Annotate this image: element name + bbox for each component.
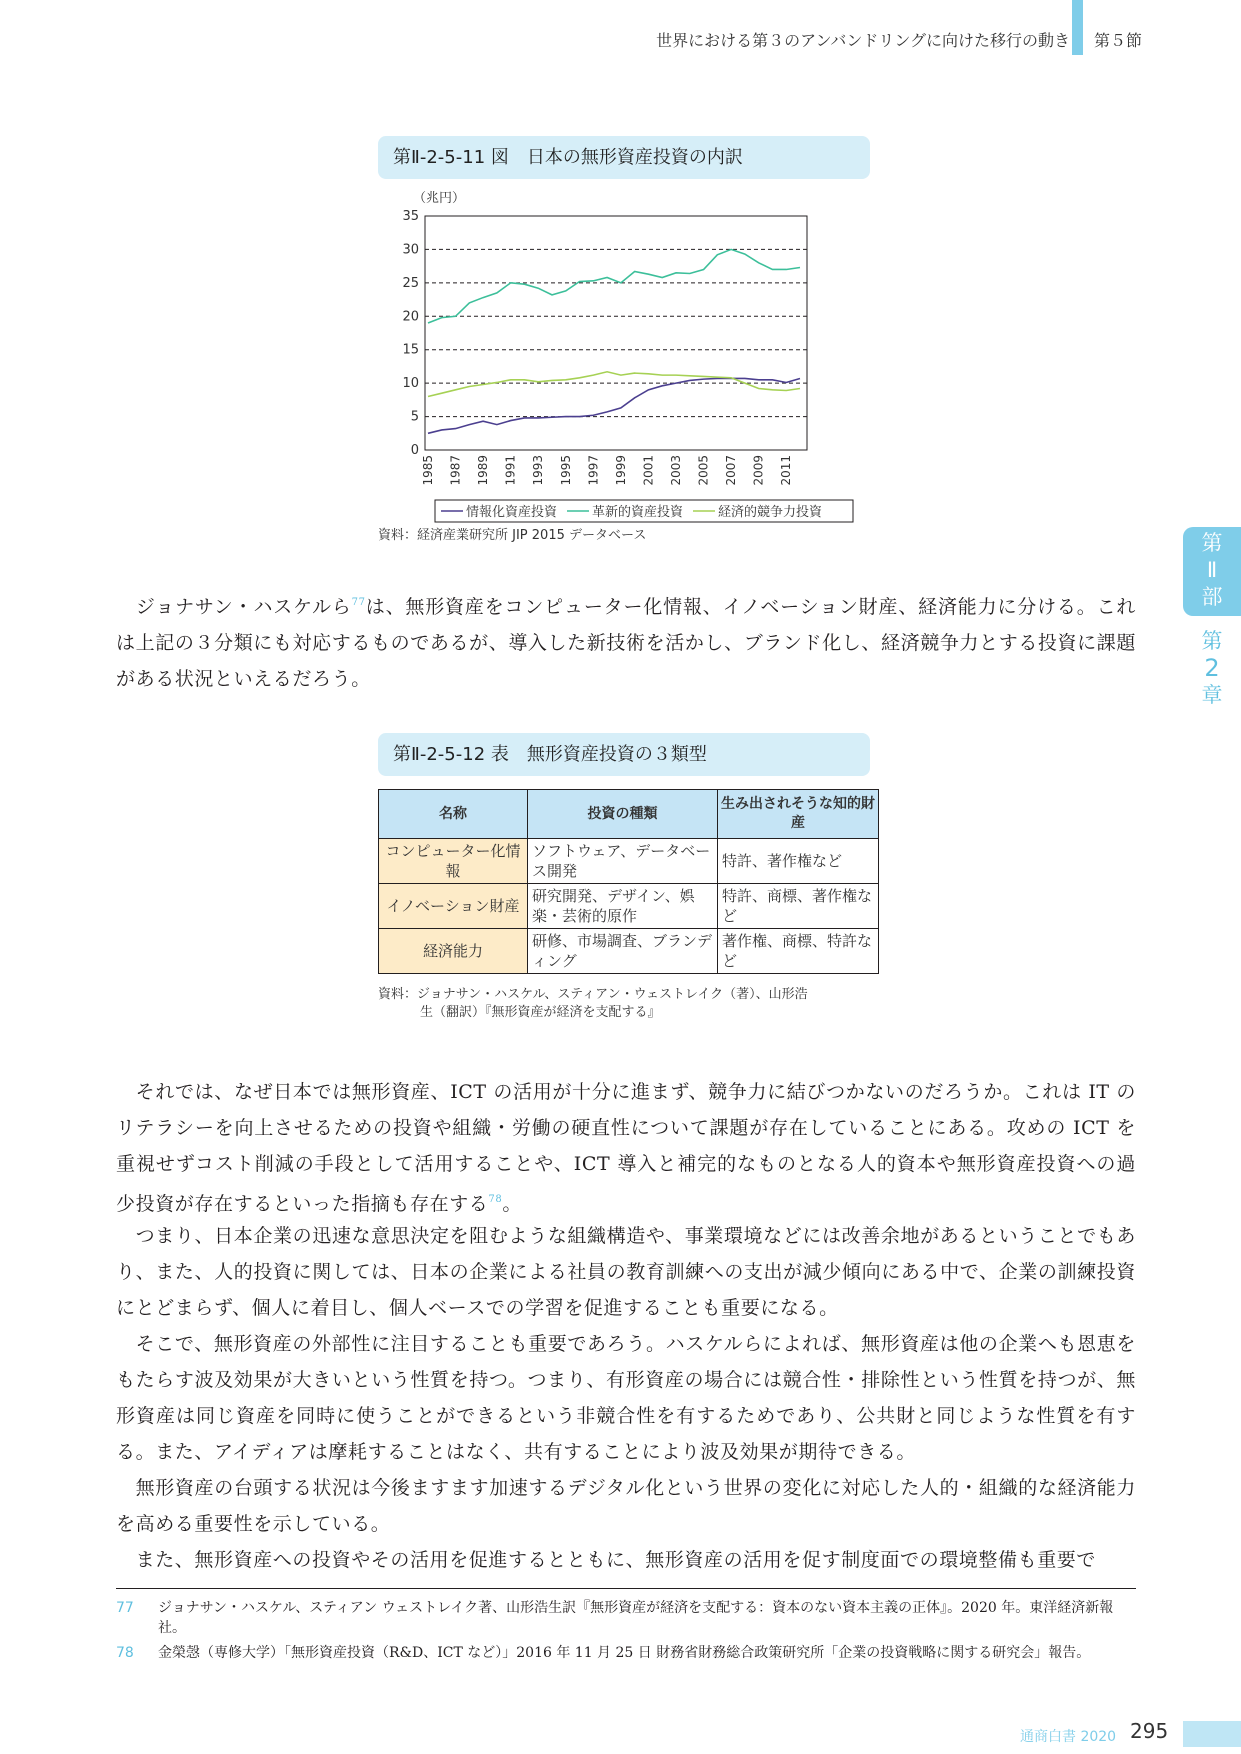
y-tick-label: 10 <box>402 376 419 392</box>
chart-gridlines <box>425 249 807 416</box>
investment-types-table <box>378 789 879 974</box>
x-tick-label: 2003 <box>669 455 683 486</box>
side-tab-chapter-line: 2 <box>1204 654 1220 682</box>
footnote <box>116 1643 1136 1683</box>
paragraph-text: また、無形資産への投資やその活用を促進するとともに、無形資産の活用を促す制度面での環境整備も重要で <box>135 1549 1097 1571</box>
table-header-cell: 名称 <box>379 790 528 839</box>
paragraph-text: そこで、無形資産の外部性に注目することも重要であろう。ハスケルらによれば、無形資産は他の企業へも恩恵をもたらす波及効果が大きいという性質を持つ。つまり、有形資産の場合には競合性・排除性という性質を持つが、無形資産は同じ資産を同時に使うことができるという非競合性を有するためであり、公共財と同じような性質を有する。また、アイディアは摩耗することはなく、共有することにより波及効果が期待できる。 <box>116 1333 1136 1463</box>
table-source <box>378 986 878 1022</box>
x-tick-label: 2005 <box>696 455 711 486</box>
table-header-cell: 生み出されそうな知的財産 <box>718 790 879 839</box>
y-tick-label: 0 <box>410 443 419 458</box>
chart-series-lines <box>428 249 800 433</box>
page-number: 295 <box>1130 1719 1169 1743</box>
paragraph-text: つまり、日本企業の迅速な意思決定を阻むような組織構造や、事業環境などには改善余地があるということでもあり、また、人的投資に関しては、日本の企業による社員の教育訓練への支出が減少傾向にある中で、企業の訓練投資にとどまらず、個人に着目し、個人ベースでの学習を促進することも重要になる。 <box>116 1225 1136 1319</box>
series-line <box>428 378 800 433</box>
x-tick-label: 1995 <box>558 455 573 486</box>
figure-caption: 第Ⅱ-2-5-11 図 日本の無形資産投資の内訳 <box>378 136 870 179</box>
side-tab-part-line: 部 <box>1201 585 1223 609</box>
body-paragraph <box>116 1542 1136 1578</box>
figure-source: 資料：経済産業研究所 JIP 2015 データベース <box>378 528 647 543</box>
x-tick-label: 1989 <box>476 455 491 486</box>
paragraph-text: 無形資産の台頭する状況は今後ますます加速するデジタル化という世界の変化に対応した人的・組織的な経済能力を高める重要性を示している。 <box>116 1477 1136 1535</box>
series-line <box>428 372 800 397</box>
table-header-row <box>379 790 879 839</box>
x-tick-label: 1999 <box>613 455 628 486</box>
table-cell: ソフトウェア、データベース開発 <box>528 839 718 884</box>
side-tab-chapter-line: 章 <box>1201 683 1223 707</box>
y-axis-unit-label: （兆円） <box>413 191 466 206</box>
x-tick-label: 1993 <box>531 455 546 486</box>
side-tab-part-line: Ⅱ <box>1206 558 1218 582</box>
plot-area-frame <box>425 216 807 450</box>
paragraph-text: は、無形資産をコンピューター化情報、イノベーション財産、経済能力に分ける。これは上記の３分類にも対応するものであるが、導入した新技術を活かし、ブランド化し、経済競争力とする投資に課題がある状況といえるだろう。 <box>116 596 1136 690</box>
table-cell: 研修、市場調査、ブランディング <box>528 929 718 974</box>
legend-label: 革新的資産投資 <box>592 505 684 520</box>
legend-label: 経済的競争力投資 <box>718 505 823 520</box>
side-tab-chapter-line: 第 <box>1201 629 1223 653</box>
y-tick-label: 35 <box>402 209 419 224</box>
x-tick-label: 2009 <box>751 455 766 486</box>
table-row <box>379 929 879 974</box>
footnote-ref[interactable]: 77 <box>351 597 366 608</box>
x-tick-label: 1987 <box>448 455 463 486</box>
body-paragraph <box>116 1074 1136 1222</box>
paragraph-text: 。 <box>502 1193 522 1215</box>
side-tab-part <box>1183 527 1241 616</box>
footnote-divider <box>116 1588 1136 1589</box>
table-caption: 第Ⅱ-2-5-12 表 無形資産投資の３類型 <box>378 733 870 776</box>
footer-book-title: 通商白書 2020 <box>1020 1729 1117 1745</box>
y-tick-label: 15 <box>402 342 419 358</box>
side-tab-part-line: 第 <box>1201 531 1223 555</box>
table-source-line: 生（翻訳）『無形資産が経済を支配する』 <box>420 1005 661 1020</box>
table-row <box>379 839 879 884</box>
body-paragraph <box>116 585 1136 697</box>
footnote-text: ジョナサン・ハスケル、スティアン ウェストレイク著、山形浩生訳『無形資産が経済を支配する：資本のない資本主義の正体』。2020 年。東洋経済新報社。 <box>158 1600 1114 1636</box>
footer-accent-bar <box>1183 1721 1241 1747</box>
running-header-title: 世界における第３のアンバンドリングに向けた移行の動き <box>656 31 1070 50</box>
table-cell: 著作権、商標、特許など <box>718 929 879 974</box>
header-accent-bar <box>1072 0 1083 55</box>
y-tick-label: 25 <box>402 275 419 291</box>
body-paragraph <box>116 1326 1136 1470</box>
line-chart <box>380 188 860 523</box>
legend-label: 情報化資産投資 <box>466 505 558 520</box>
footnote <box>116 1598 1136 1638</box>
table-cell: 研究開発、デザイン、娯楽・芸術的原作 <box>528 884 718 929</box>
table-cell: 特許、商標、著作権など <box>718 884 879 929</box>
x-tick-label: 2007 <box>724 455 739 486</box>
table-source-line: 資料：ジョナサン・ハスケル、スティアン・ウェストレイク（著）、山形浩 <box>378 987 808 1002</box>
y-axis-ticks <box>402 209 419 458</box>
x-tick-label: 1985 <box>421 455 435 486</box>
footnote-text: 金榮愨（専修大学）「無形資産投資（R&D、ICT など）」2016 年 11 月 25 日 財務省財務総合政策研究所「企業の投資戦略に関する研究会」報告。 <box>158 1645 1091 1661</box>
y-tick-label: 5 <box>410 409 419 425</box>
chart-legend <box>435 500 853 522</box>
x-tick-label: 1997 <box>586 455 601 486</box>
running-header-section: 第５節 <box>1094 31 1143 50</box>
table-row-header: 経済能力 <box>379 929 528 974</box>
paragraph-text: それでは、なぜ日本では無形資産、ICT の活用が十分に進まず、競争力に結びつかないのだろうか。これは IT のリテラシーを向上させるための投資や組織・労働の硬直性について課題が存在していることにある。攻めの ICT を重視せずコスト削減の手段として活用することや、ICT 導入と補完的なものとなる人的資本や無形資産投資への過少投資が存在するといった指摘も存在する <box>116 1081 1136 1215</box>
y-tick-label: 20 <box>402 309 419 325</box>
series-line <box>428 249 800 323</box>
footnote-number: 78 <box>116 1645 134 1661</box>
y-tick-label: 30 <box>402 242 419 258</box>
side-tab-chapter <box>1183 628 1241 709</box>
paragraph-text: ジョナサン・ハスケルら <box>135 596 352 618</box>
body-paragraph <box>116 1470 1136 1542</box>
footnote-number: 77 <box>116 1600 134 1616</box>
x-tick-label: 2001 <box>641 455 656 486</box>
x-tick-label: 2011 <box>779 455 794 486</box>
table-row-header: コンピューター化情報 <box>379 839 528 884</box>
table-row <box>379 884 879 929</box>
footnote-ref[interactable]: 78 <box>488 1194 503 1205</box>
x-axis-ticks <box>421 455 793 486</box>
table-row-header: イノベーション財産 <box>379 884 528 929</box>
x-tick-label: 1991 <box>503 455 518 486</box>
body-paragraph <box>116 1218 1136 1326</box>
table-cell: 特許、著作権など <box>718 839 879 884</box>
table-header-cell: 投資の種類 <box>528 790 718 839</box>
